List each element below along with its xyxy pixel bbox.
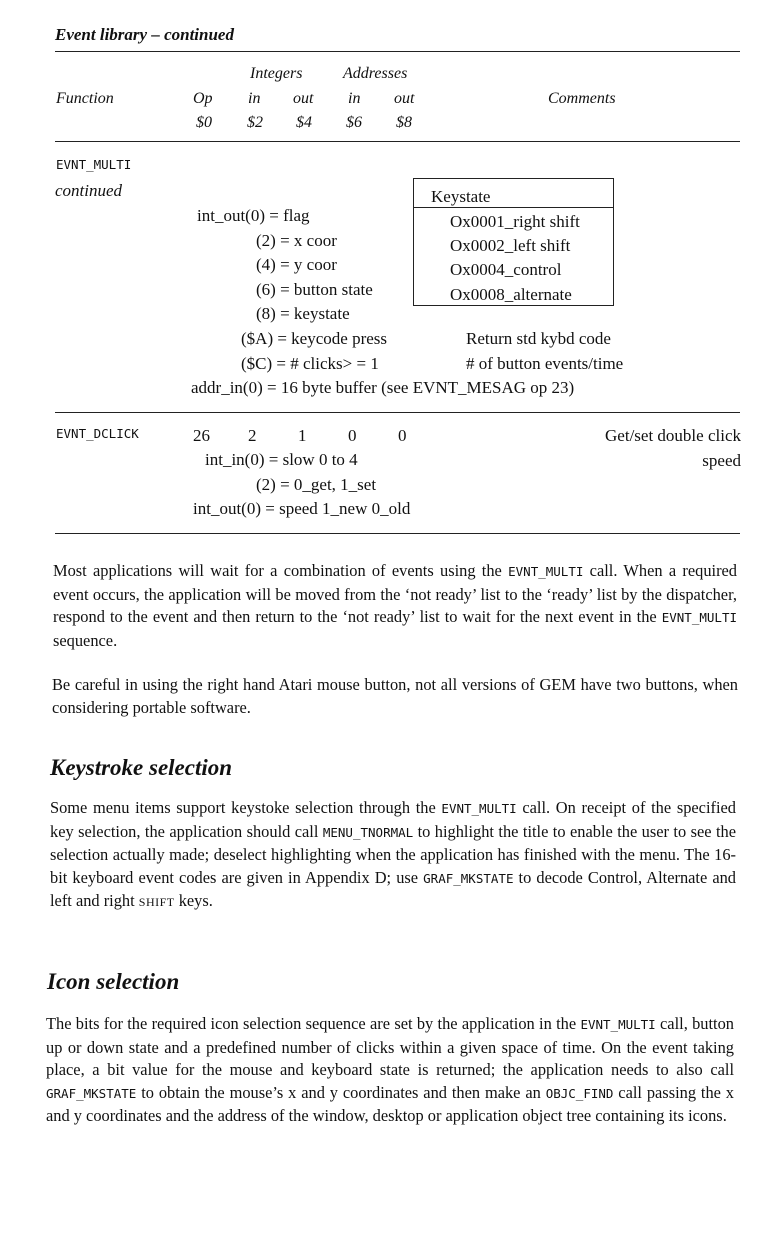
dclick-addr-out: 0 [398,426,407,445]
multi-param: addr_in(0) = 16 byte buffer (see EVNT_MESAG op 23) [191,378,575,397]
keystate-title: Keystate [431,187,491,206]
offset-8: $8 [396,114,412,131]
header-rule [55,51,740,52]
table-header-rule [55,141,740,142]
function-name-dclick: EVNT_DCLICK [56,426,139,441]
multi-param: (4) = y coor [256,255,337,274]
int-out-header: out [293,90,314,107]
keystate-box [413,178,614,306]
inline-code: OBJC_FIND [545,1085,614,1101]
int-in-header: in [248,90,261,107]
multi-param: ($A) = keycode press [241,329,388,348]
offset-2: $2 [247,114,263,131]
multi-param: (8) = keystate [256,304,350,323]
dclick-int-in: 2 [248,426,257,445]
body-paragraph: Most applications will wait for a combination of events using the EVNT_MULTI call. When a required event occurs, the application will be moved from the ‘not ready’ list to the ‘ready’ list by the dispatcher, respond to the event and then return to the ‘not ready’ list to wait for the next event in the EVNT_MULTI sequence. [53,561,737,650]
multi-comment: Return std kybd code [466,329,611,348]
inline-code: GRAF_MKSTATE [46,1085,137,1101]
dclick-param: (2) = 0_get, 1_set [256,475,377,494]
dclick-int-out: 1 [298,426,307,445]
offset-4: $4 [296,114,312,131]
dclick-op: 26 [193,426,210,445]
small-caps: SHIFT [138,895,175,910]
body-paragraph: The bits for the required icon selection sequence are set by the application in the EVNT_MULTI call, button up or down state and a predefined number of clicks within a given space of time. On the event taking place, a bit value for the mouse and keyboard state is returned; the application needs to also call GRAF_MKSTATE to obtain the mouse’s x and y coordinates and then make an OBJC_FIND call passing the x and y coordinates and the address of the window, desktop or application object tree containing its icons. [46,1014,734,1126]
inline-code: GRAF_MKSTATE [423,870,514,886]
dclick-param: int_in(0) = slow 0 to 4 [205,450,358,469]
dclick-comment: speed [702,451,741,470]
addr-in-header: in [348,90,361,107]
page-header: Event library – continued [55,25,234,44]
keystate-item: Ox0001_right shift [450,212,580,231]
row-rule [55,412,740,413]
integers-header: Integers [250,65,303,82]
body-paragraph: Be careful in using the right hand Atari mouse button, not all versions of GEM have two buttons, when considering portable software. [52,675,738,717]
multi-param: (6) = button state [256,280,373,299]
keystate-item: Ox0008_alternate [450,285,572,304]
function-header: Function [56,90,114,107]
inline-code: EVNT_MULTI [441,801,517,816]
offset-0: $0 [196,114,212,131]
dclick-param: int_out(0) = speed 1_new 0_old [193,499,411,518]
dclick-comment: Get/set double click [605,426,741,445]
section-heading: Icon selection [47,969,180,994]
multi-param: (2) = x coor [256,231,337,250]
inline-code: MENU_TNORMAL [322,824,414,840]
keystate-item: Ox0004_control [450,260,562,279]
addresses-header: Addresses [343,65,408,82]
comments-header: Comments [548,90,616,107]
op-header: Op [193,90,213,107]
inline-code: EVNT_MULTI [508,564,584,579]
section-heading: Keystroke selection [50,755,233,780]
table-bottom-rule [55,533,740,534]
keystate-item: Ox0002_left shift [450,236,571,255]
inline-code: EVNT_MULTI [580,1017,656,1032]
inline-code: EVNT_MULTI [661,610,737,626]
multi-comment: # of button events/time [466,354,624,373]
body-paragraph: Some menu items support keystoke selection through the EVNT_MULTI call. On receipt of the specified key selection, the application should call MENU_TNORMAL to highlight the title to enable the user to see the selection actually made; deselect highlighting when the application has finished with the menu. The 16-bit keyboard event codes are given in Appendix D; use GRAF_MKSTATE to decode Control, Alternate and left and right SHIFT keys. [50,798,736,911]
dclick-addr-in: 0 [348,426,357,445]
function-name-multi: EVNT_MULTI [56,157,132,172]
offset-6: $6 [346,114,362,131]
continued-label: continued [55,181,123,200]
addr-out-header: out [394,90,415,107]
multi-param: ($C) = # clicks> = 1 [241,354,379,373]
multi-param: int_out(0) = flag [197,206,310,225]
